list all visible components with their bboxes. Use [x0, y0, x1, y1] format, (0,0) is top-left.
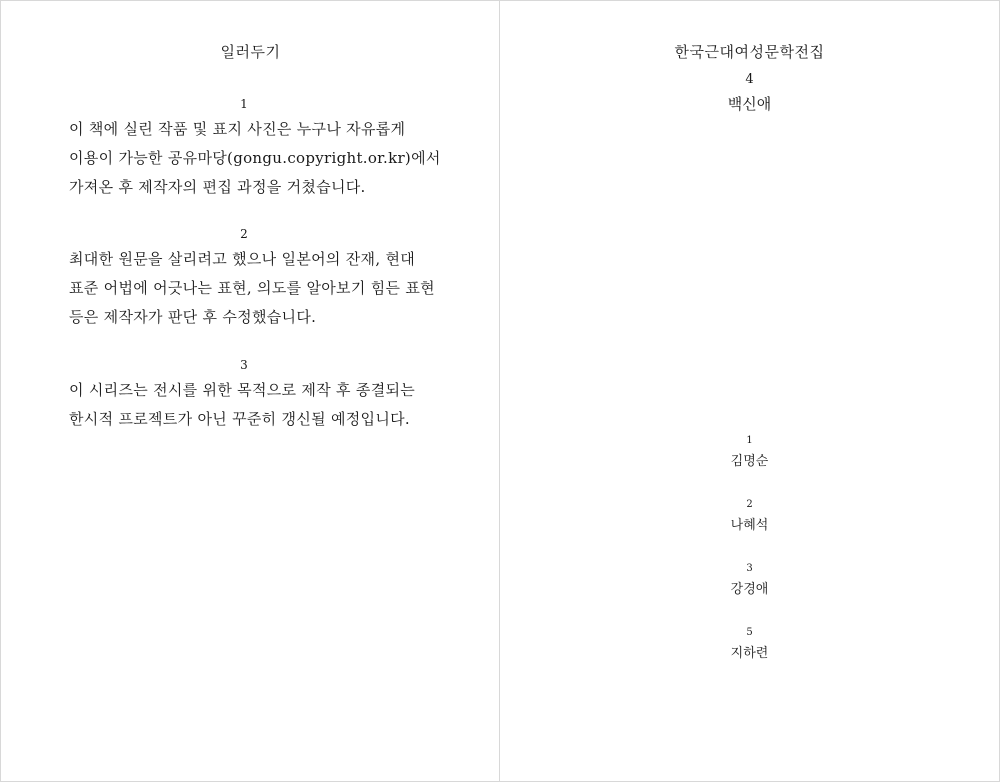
- other-volumes-list: [500, 434, 999, 690]
- volume-item-number: 3: [746, 563, 753, 574]
- left-page: [1, 1, 500, 781]
- author-name: 백신애: [727, 95, 772, 113]
- volume-item-number: 1: [746, 435, 753, 446]
- volume-item-number: 5: [746, 627, 753, 638]
- note-line: 등은 제작자가 판단 후 수정했습니다.: [69, 308, 317, 326]
- note-line: 가져온 후 제작자의 편집 과정을 거쳤습니다.: [69, 178, 366, 196]
- note-line: 최대한 원문을 살리려고 했으나 일본어의 잔재, 현대: [69, 250, 416, 268]
- note-line: 이 책에 실린 작품 및 표지 사진은 누구나 자유롭게: [69, 120, 406, 138]
- note-line: 표준 어법에 어긋나는 표현, 의도를 알아보기 힘든 표현: [69, 279, 435, 297]
- volume-item-author: 강경애: [730, 582, 769, 597]
- note-1: [69, 97, 439, 202]
- volume-item-author: 나혜석: [730, 518, 769, 533]
- volume-item: [500, 562, 999, 626]
- note-number: 2: [240, 227, 248, 241]
- note-3: [69, 358, 439, 434]
- volume-item-number: 2: [746, 499, 753, 510]
- volume-number: 4: [745, 72, 754, 87]
- series-title: 한국근대여성문학전집: [674, 43, 825, 61]
- volume-item-author: 지하련: [730, 646, 769, 661]
- note-line: 이 시리즈는 전시를 위한 목적으로 제작 후 종결되는: [69, 381, 416, 399]
- note-text: [69, 376, 439, 434]
- page-title: 일러두기: [220, 43, 281, 61]
- note-number: 1: [240, 97, 248, 111]
- note-line: 이용이 가능한 공유마당(gongu.copyright.or.kr)에서: [69, 149, 441, 167]
- volume-item: [500, 626, 999, 690]
- volume-item-author: 김명순: [730, 454, 769, 469]
- note-number: 3: [240, 358, 248, 372]
- note-line: 한시적 프로젝트가 아닌 꾸준히 갱신될 예정입니다.: [69, 410, 411, 428]
- volume-item: [500, 434, 999, 498]
- volume-item: [500, 498, 999, 562]
- note-2: [69, 227, 439, 332]
- note-text: [69, 245, 439, 332]
- right-page: [500, 1, 999, 781]
- note-text: [69, 115, 439, 202]
